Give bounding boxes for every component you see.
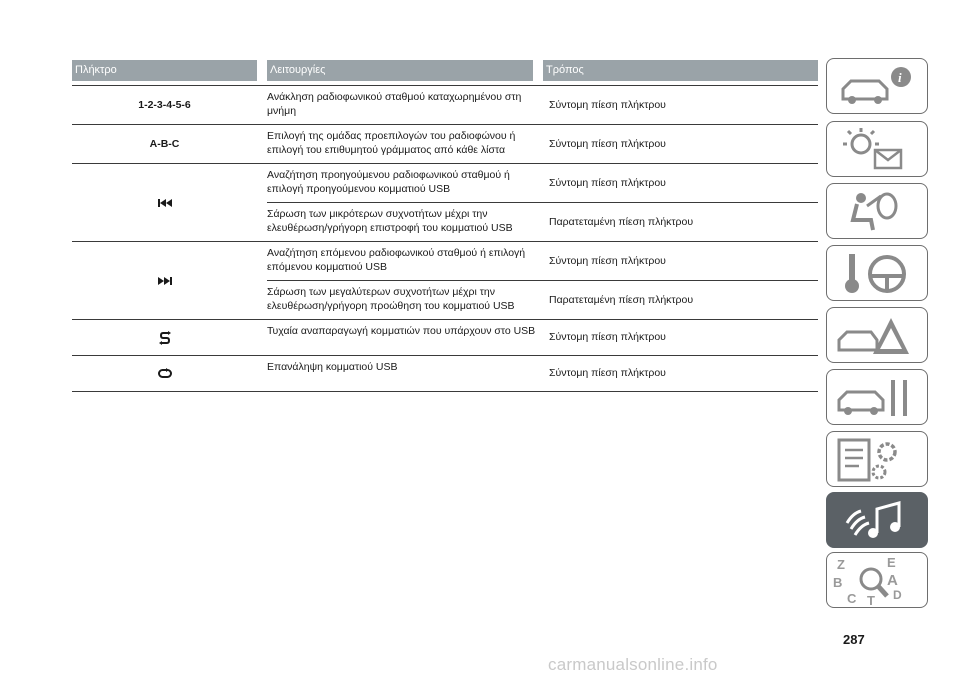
index-letter-d: D [893, 588, 902, 602]
skip-next-icon [157, 276, 173, 286]
header-function: Λειτουργίες [270, 64, 326, 76]
function-text: Αναζήτηση προηγούμενου ραδιοφωνικού σταθμού ή επιλογή προηγούμενου κομματιού USB [267, 169, 510, 195]
key-icon-cell [72, 356, 257, 391]
key-icon-cell [72, 164, 257, 241]
shuffle-icon [159, 331, 171, 345]
tab-starting-driving[interactable] [826, 245, 928, 301]
key-label: 1-2-3-4-5-6 [138, 99, 191, 111]
mode-text: Σύντομη πίεση πλήκτρου [549, 367, 666, 379]
function-text: Ανάκληση ραδιοφωνικού σταθμού καταχωρημένου στη μνήμη [267, 91, 522, 117]
alphabetical-index-icon [827, 553, 929, 609]
table-row [72, 85, 818, 124]
function-text: Αναζήτηση επόμενου ραδιοφωνικού σταθμού ή επιλογή επόμενου κομματιού USB [267, 247, 526, 273]
multimedia-icon [827, 493, 929, 549]
table-row [72, 124, 818, 163]
function-text: Επανάληψη κομματιού USB [267, 361, 398, 373]
table-header [72, 60, 818, 81]
table-row [72, 355, 818, 391]
car-info-icon [827, 59, 929, 115]
index-letter-t: T [867, 593, 875, 608]
table-row [72, 241, 818, 319]
function-text: Σάρωση των μεγαλύτερων συχνοτήτων μέχρι την ελευθέρωση/γρήγορη προώθηση του κομματιού USB [267, 286, 515, 312]
function-text: Τυχαία αναπαραγωγή κομματιών που υπάρχουν στο USB [267, 325, 536, 337]
mode-text: Σύντομη πίεση πλήκτρου [549, 331, 666, 343]
specs-settings-icon [827, 432, 929, 488]
mode-text: Παρατεταμένη πίεση πλήκτρου [549, 215, 694, 228]
page-number: 287 [843, 632, 865, 647]
tab-technical-data[interactable] [826, 431, 928, 487]
skip-previous-icon [157, 198, 173, 208]
table-row [72, 163, 818, 241]
tab-maintenance[interactable] [826, 369, 928, 425]
header-mode: Τρόπος [546, 64, 584, 76]
mode-text: Σύντομη πίεση πλήκτρου [549, 137, 666, 150]
controls-table [72, 60, 818, 392]
index-letter-b: B [833, 575, 843, 590]
table-row [72, 319, 818, 355]
index-letter-c: C [847, 591, 857, 606]
function-text: Επιλογή της ομάδας προεπιλογών του ραδιοφώνου ή επιλογή του επιθυμητού γράμματος από κάθε λίστα [267, 130, 516, 156]
mode-text: Σύντομη πίεση πλήκτρου [549, 98, 666, 111]
index-letter-e: E [887, 555, 896, 570]
tab-warning-lights[interactable] [826, 121, 928, 177]
key-icon-cell [72, 242, 257, 319]
car-maintenance-icon [827, 370, 929, 426]
svg-text:i: i [898, 70, 902, 85]
tab-car-info[interactable] [826, 58, 928, 114]
steering-key-icon [827, 246, 929, 302]
tab-multimedia[interactable] [826, 492, 928, 548]
index-letter-z: Z [837, 557, 845, 572]
mode-text: Σύντομη πίεση πλήκτρου [549, 176, 666, 189]
header-key: Πλήκτρο [75, 64, 117, 76]
key-icon-cell [72, 320, 257, 355]
mode-text: Σύντομη πίεση πλήκτρου [549, 254, 666, 267]
function-text: Σάρωση των μικρότερων συχνοτήτων μέχρι την ελευθέρωση/γρήγορη επιστροφή του κομματιού USB [267, 208, 513, 234]
key-label: A-B-C [149, 138, 180, 150]
mode-text: Παρατεταμένη πίεση πλήκτρου [549, 293, 694, 306]
index-letter-a: A [887, 572, 898, 589]
tab-emergency[interactable] [826, 307, 928, 363]
tab-safety[interactable] [826, 183, 928, 239]
tab-index[interactable] [826, 552, 928, 608]
breakdown-triangle-icon [827, 308, 929, 364]
watermark: carmanualsonline.info [548, 655, 718, 674]
repeat-icon [157, 368, 173, 379]
warning-light-message-icon [827, 122, 929, 178]
airbag-seat-icon [827, 184, 929, 240]
